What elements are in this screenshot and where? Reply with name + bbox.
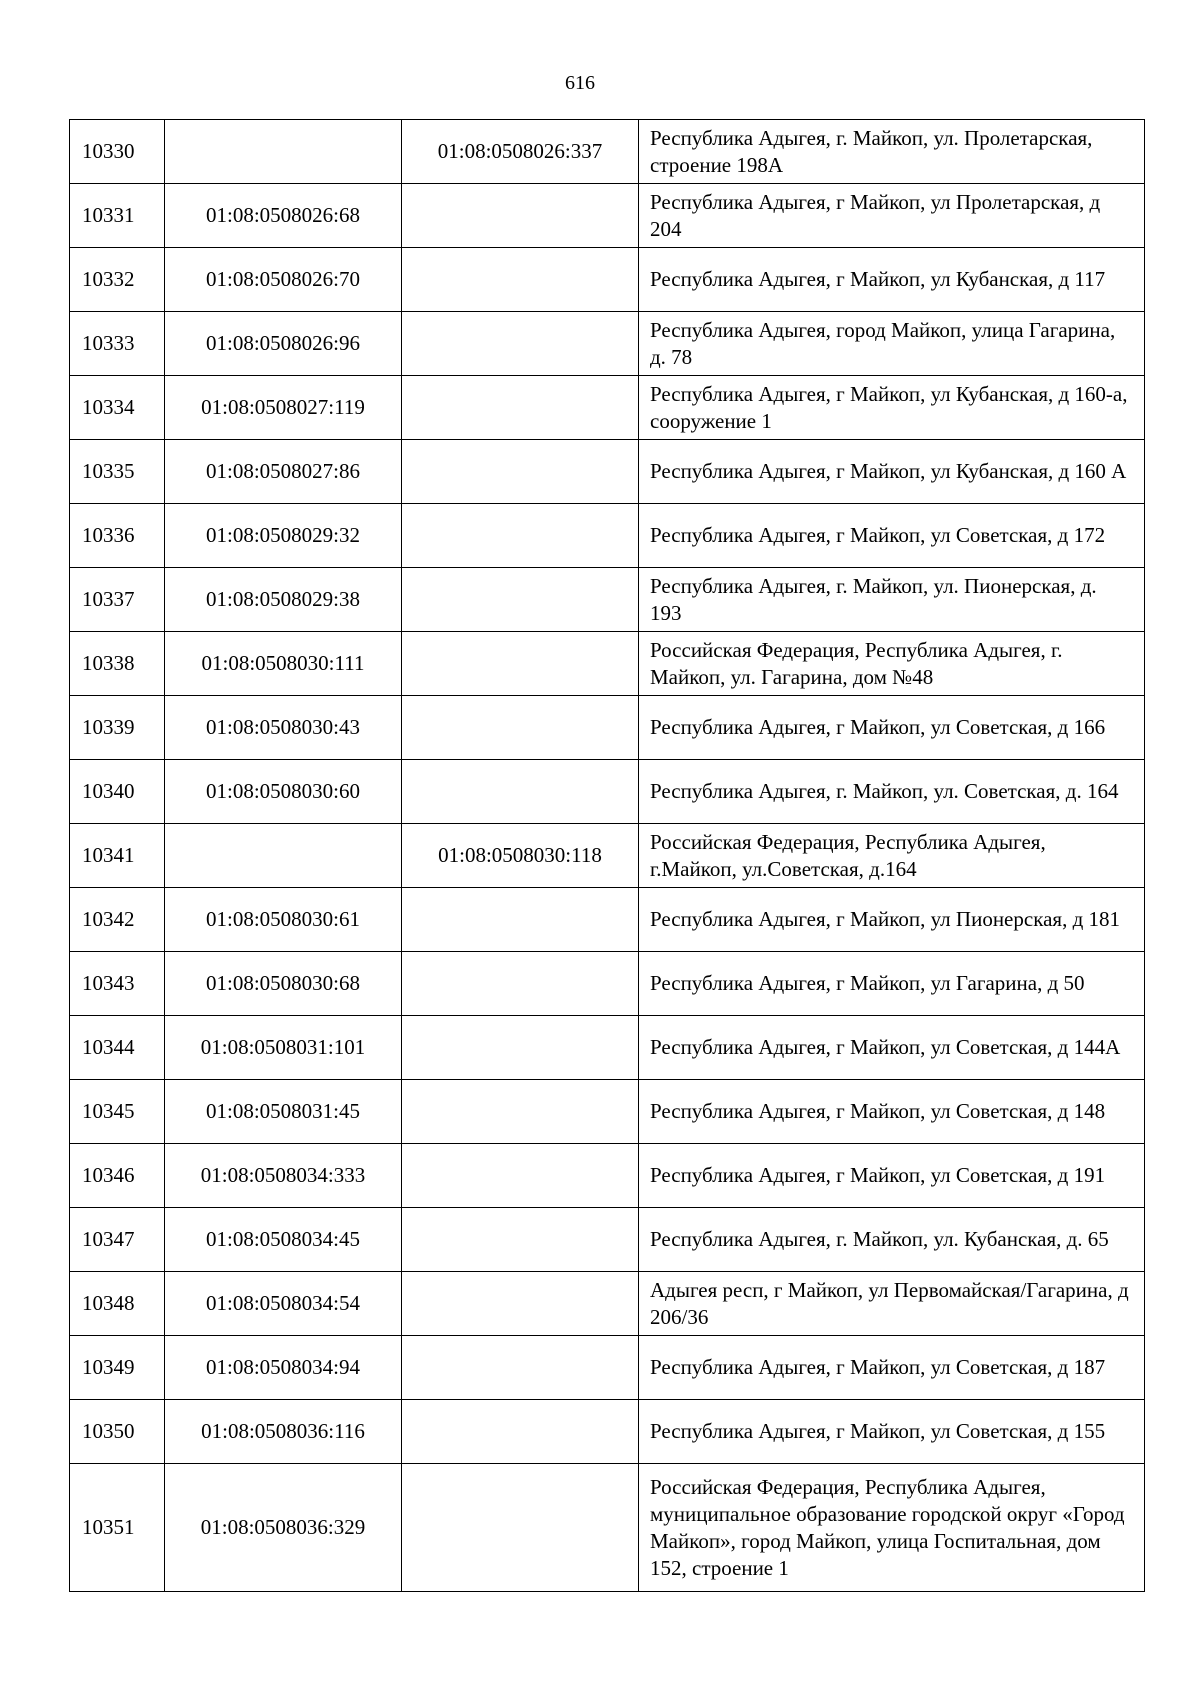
address-cell: Республика Адыгея, г. Майкоп, ул. Кубанская, д. 65 — [639, 1208, 1145, 1272]
row-number-cell: 10342 — [70, 888, 165, 952]
table-row — [70, 568, 1145, 632]
row-number-cell: 10348 — [70, 1272, 165, 1336]
related-cadastral-number-cell — [402, 248, 639, 312]
table-row — [70, 1464, 1145, 1592]
cadastral-number-cell: 01:08:0508027:119 — [165, 376, 402, 440]
cadastral-number-cell: 01:08:0508030:43 — [165, 696, 402, 760]
address-cell: Республика Адыгея, г Майкоп, ул Советская, д 155 — [639, 1400, 1145, 1464]
table-body — [70, 120, 1145, 1592]
row-number-cell: 10349 — [70, 1336, 165, 1400]
cadastral-number-cell: 01:08:0508026:70 — [165, 248, 402, 312]
related-cadastral-number-cell — [402, 1336, 639, 1400]
address-cell: Российская Федерация, Республика Адыгея, г. Майкоп, ул. Гагарина, дом №48 — [639, 632, 1145, 696]
table-row — [70, 632, 1145, 696]
table-row — [70, 1336, 1145, 1400]
row-number-cell: 10333 — [70, 312, 165, 376]
related-cadastral-number-cell — [402, 1016, 639, 1080]
table-row — [70, 824, 1145, 888]
row-number-cell: 10338 — [70, 632, 165, 696]
row-number-cell: 10347 — [70, 1208, 165, 1272]
address-cell: Республика Адыгея, г Майкоп, ул Кубанская, д 160 А — [639, 440, 1145, 504]
address-cell: Республика Адыгея, г Майкоп, ул Советская, д 144А — [639, 1016, 1145, 1080]
related-cadastral-number-cell — [402, 632, 639, 696]
cadastral-number-cell: 01:08:0508034:45 — [165, 1208, 402, 1272]
row-number-cell: 10346 — [70, 1144, 165, 1208]
cadastral-number-cell: 01:08:0508034:333 — [165, 1144, 402, 1208]
address-cell: Республика Адыгея, г Майкоп, ул Гагарина, д 50 — [639, 952, 1145, 1016]
related-cadastral-number-cell — [402, 568, 639, 632]
row-number-cell: 10339 — [70, 696, 165, 760]
row-number-cell: 10335 — [70, 440, 165, 504]
cadastral-number-cell: 01:08:0508026:68 — [165, 184, 402, 248]
row-number-cell: 10331 — [70, 184, 165, 248]
related-cadastral-number-cell: 01:08:0508030:118 — [402, 824, 639, 888]
row-number-cell: 10341 — [70, 824, 165, 888]
related-cadastral-number-cell — [402, 696, 639, 760]
cadastral-number-cell: 01:08:0508036:329 — [165, 1464, 402, 1592]
cadastral-number-cell: 01:08:0508027:86 — [165, 440, 402, 504]
table-row — [70, 952, 1145, 1016]
row-number-cell: 10332 — [70, 248, 165, 312]
cadastral-number-cell: 01:08:0508034:54 — [165, 1272, 402, 1336]
address-cell: Республика Адыгея, г Майкоп, ул Пионерская, д 181 — [639, 888, 1145, 952]
related-cadastral-number-cell — [402, 376, 639, 440]
cadastral-number-cell — [165, 120, 402, 184]
cadastral-number-cell: 01:08:0508031:101 — [165, 1016, 402, 1080]
row-number-cell: 10345 — [70, 1080, 165, 1144]
related-cadastral-number-cell — [402, 184, 639, 248]
table-row — [70, 248, 1145, 312]
address-cell: Республика Адыгея, г. Майкоп, ул. Пионерская, д. 193 — [639, 568, 1145, 632]
table-row — [70, 1080, 1145, 1144]
cadastral-number-cell: 01:08:0508034:94 — [165, 1336, 402, 1400]
related-cadastral-number-cell — [402, 504, 639, 568]
cadastral-number-cell: 01:08:0508030:68 — [165, 952, 402, 1016]
row-number-cell: 10337 — [70, 568, 165, 632]
related-cadastral-number-cell — [402, 1144, 639, 1208]
address-cell: Республика Адыгея, г Майкоп, ул Кубанская, д 117 — [639, 248, 1145, 312]
address-cell: Республика Адыгея, город Майкоп, улица Гагарина, д. 78 — [639, 312, 1145, 376]
table-row — [70, 1144, 1145, 1208]
table-row — [70, 1272, 1145, 1336]
address-cell: Республика Адыгея, г Майкоп, ул Советская, д 166 — [639, 696, 1145, 760]
address-cell: Республика Адыгея, г. Майкоп, ул. Советская, д. 164 — [639, 760, 1145, 824]
table-row — [70, 760, 1145, 824]
row-number-cell: 10350 — [70, 1400, 165, 1464]
row-number-cell: 10334 — [70, 376, 165, 440]
table-row — [70, 888, 1145, 952]
cadastral-number-cell: 01:08:0508029:32 — [165, 504, 402, 568]
address-cell: Республика Адыгея, г Майкоп, ул Советская, д 148 — [639, 1080, 1145, 1144]
cadastral-number-cell: 01:08:0508036:116 — [165, 1400, 402, 1464]
related-cadastral-number-cell: 01:08:0508026:337 — [402, 120, 639, 184]
address-cell: Адыгея респ, г Майкоп, ул Первомайская/Гагарина, д 206/36 — [639, 1272, 1145, 1336]
address-cell: Республика Адыгея, г Майкоп, ул Советская, д 172 — [639, 504, 1145, 568]
table-row — [70, 504, 1145, 568]
related-cadastral-number-cell — [402, 952, 639, 1016]
table-row — [70, 312, 1145, 376]
cadastral-number-cell: 01:08:0508026:96 — [165, 312, 402, 376]
cadastral-number-cell: 01:08:0508030:60 — [165, 760, 402, 824]
row-number-cell: 10340 — [70, 760, 165, 824]
address-cell: Республика Адыгея, г Майкоп, ул Советская, д 191 — [639, 1144, 1145, 1208]
address-cell: Республика Адыгея, г Майкоп, ул Кубанская, д 160-а, сооружение 1 — [639, 376, 1145, 440]
row-number-cell: 10351 — [70, 1464, 165, 1592]
table-row — [70, 376, 1145, 440]
table-row — [70, 120, 1145, 184]
address-cell: Российская Федерация, Республика Адыгея, г.Майкоп, ул.Советская, д.164 — [639, 824, 1145, 888]
related-cadastral-number-cell — [402, 440, 639, 504]
row-number-cell: 10344 — [70, 1016, 165, 1080]
cadastral-number-cell: 01:08:0508031:45 — [165, 1080, 402, 1144]
table-row — [70, 1400, 1145, 1464]
address-cell: Республика Адыгея, г. Майкоп, ул. Пролетарская, строение 198А — [639, 120, 1145, 184]
row-number-cell: 10343 — [70, 952, 165, 1016]
cadastral-number-cell: 01:08:0508029:38 — [165, 568, 402, 632]
page-number: 616 — [565, 72, 595, 94]
row-number-cell: 10336 — [70, 504, 165, 568]
property-register-table — [69, 119, 1145, 1592]
related-cadastral-number-cell — [402, 888, 639, 952]
address-cell: Российская Федерация, Республика Адыгея, муниципальное образование городской округ «Город Майкоп», город Майкоп, улица Госпитальная, дом 152, строение 1 — [639, 1464, 1145, 1592]
cadastral-number-cell: 01:08:0508030:111 — [165, 632, 402, 696]
row-number-cell: 10330 — [70, 120, 165, 184]
related-cadastral-number-cell — [402, 1208, 639, 1272]
table-row — [70, 184, 1145, 248]
related-cadastral-number-cell — [402, 760, 639, 824]
table-row — [70, 1016, 1145, 1080]
cadastral-number-cell — [165, 824, 402, 888]
address-cell: Республика Адыгея, г Майкоп, ул Советская, д 187 — [639, 1336, 1145, 1400]
table-row — [70, 440, 1145, 504]
related-cadastral-number-cell — [402, 1272, 639, 1336]
related-cadastral-number-cell — [402, 1400, 639, 1464]
related-cadastral-number-cell — [402, 1464, 639, 1592]
table-row — [70, 1208, 1145, 1272]
cadastral-number-cell: 01:08:0508030:61 — [165, 888, 402, 952]
table-row — [70, 696, 1145, 760]
related-cadastral-number-cell — [402, 1080, 639, 1144]
address-cell: Республика Адыгея, г Майкоп, ул Пролетарская, д 204 — [639, 184, 1145, 248]
related-cadastral-number-cell — [402, 312, 639, 376]
